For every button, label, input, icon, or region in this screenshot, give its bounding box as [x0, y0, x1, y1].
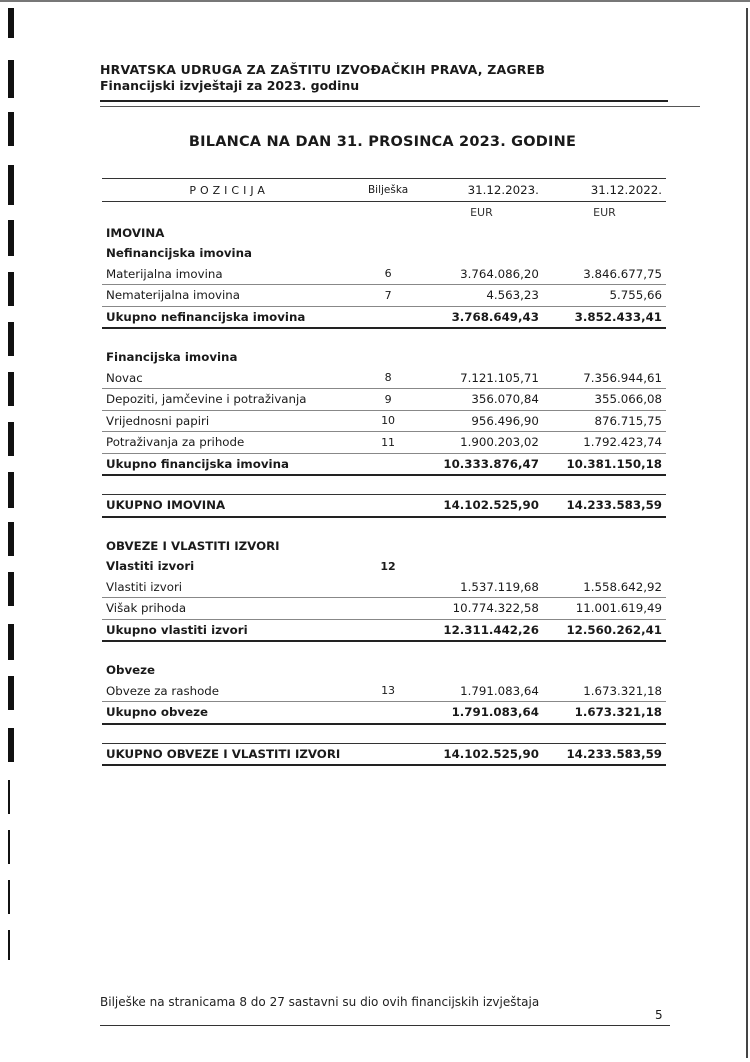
table-row-group: [102, 660, 666, 681]
row-value-2022: [543, 660, 666, 681]
scan-mark: [8, 472, 14, 508]
row-value-2022: 5.755,66: [543, 285, 666, 307]
organization-name: HRVATSKA UDRUGA ZA ZAŠTITU IZVOĐAČKIH PRAVA, ZAGREB: [100, 62, 546, 77]
row-label: Ukupno obveze: [102, 702, 356, 724]
scan-mark: [8, 220, 14, 256]
row-value-2023: 356.070,84: [420, 389, 543, 411]
row-label: Novac: [102, 368, 356, 389]
currency-label-previous: EUR: [593, 205, 616, 219]
table-row-item: [102, 410, 666, 432]
row-value-2022: [543, 475, 666, 495]
currency-row: [102, 202, 666, 223]
spacer-row: [102, 475, 666, 495]
row-label: [102, 328, 356, 347]
spacer-row: [102, 724, 666, 744]
table-row-item: [102, 368, 666, 389]
table-header-row: [102, 179, 666, 202]
row-value-2023: 4.563,23: [420, 285, 543, 307]
row-value-2023: 3.768.649,43: [420, 306, 543, 328]
row-value-2023: 14.102.525,90: [420, 743, 543, 765]
row-value-2022: [543, 536, 666, 557]
row-value-2022: 14.233.583,59: [543, 495, 666, 517]
document-header: [100, 62, 670, 94]
currency-label-current: EUR: [470, 205, 493, 219]
table-row-item: [102, 264, 666, 285]
scan-binding-marks: [8, 0, 22, 1062]
row-label: [102, 517, 356, 536]
row-note: 9: [356, 389, 420, 411]
row-note: 12: [380, 559, 396, 573]
footer-divider: [100, 1025, 670, 1026]
row-note: [356, 243, 420, 264]
row-value-2023: [420, 536, 543, 557]
row-label: Potraživanja za prihode: [102, 432, 356, 454]
row-note: [356, 475, 420, 495]
page-right-edge: [746, 8, 748, 1058]
row-note: [356, 641, 420, 660]
scan-mark: [8, 728, 14, 762]
table-row-total: [102, 702, 666, 724]
row-value-2022: 10.381.150,18: [543, 453, 666, 475]
row-value-2023: 10.333.876,47: [420, 453, 543, 475]
row-note: [356, 577, 420, 598]
spacer-row: [102, 328, 666, 347]
scan-mark: [8, 572, 14, 606]
row-note: [356, 517, 420, 536]
row-value-2023: 12.311.442,26: [420, 619, 543, 641]
page-title: BILANCA NA DAN 31. PROSINCA 2023. GODINE: [188, 134, 577, 150]
row-note: [356, 347, 420, 368]
table-row-item: [102, 389, 666, 411]
row-note: [356, 536, 420, 557]
row-value-2022: 876.715,75: [543, 410, 666, 432]
row-value-2023: [420, 328, 543, 347]
row-label: UKUPNO IMOVINA: [102, 495, 356, 517]
row-value-2022: 12.560.262,41: [543, 619, 666, 641]
row-label: UKUPNO OBVEZE I VLASTITI IZVORI: [102, 743, 356, 765]
scan-mark: [8, 676, 14, 710]
row-note: 11: [356, 432, 420, 454]
row-value-2022: [543, 347, 666, 368]
scan-mark: [8, 422, 14, 456]
row-note: [356, 328, 420, 347]
row-note: [356, 660, 420, 681]
table-row-item: [102, 598, 666, 620]
table-row-grand: [102, 495, 666, 517]
row-value-2022: [543, 517, 666, 536]
header-divider-thin: [100, 106, 700, 107]
table-row-section: [102, 536, 666, 557]
row-value-2022: [543, 223, 666, 244]
row-note: [356, 223, 420, 244]
row-value-2022: 1.673.321,18: [543, 702, 666, 724]
row-value-2022: 7.356.944,61: [543, 368, 666, 389]
scan-mark: [8, 60, 14, 98]
page-number: 5: [655, 1008, 663, 1022]
balance-sheet-table: [102, 178, 666, 766]
row-label: Obveze: [106, 663, 156, 678]
row-value-2023: 956.496,90: [420, 410, 543, 432]
row-value-2023: [420, 347, 543, 368]
row-label: Vlastiti izvori: [106, 559, 195, 574]
column-header-previous: 31.12.2022.: [543, 179, 666, 202]
row-note: 13: [356, 681, 420, 702]
row-note: [356, 743, 420, 765]
row-label: Ukupno financijska imovina: [102, 453, 356, 475]
column-header-note: Bilješka: [356, 179, 420, 202]
report-subtitle: Financijski izvještaji za 2023. godinu: [100, 78, 360, 93]
scan-mark: [8, 780, 10, 814]
row-label: Obveze za rashode: [102, 681, 356, 702]
row-value-2022: 1.792.423,74: [543, 432, 666, 454]
row-value-2023: 1.791.083,64: [420, 681, 543, 702]
table-row-section: [102, 223, 666, 244]
row-value-2022: [543, 724, 666, 744]
row-value-2023: 1.537.119,68: [420, 577, 543, 598]
row-label: [102, 475, 356, 495]
row-value-2023: [420, 556, 543, 577]
row-value-2022: [543, 243, 666, 264]
row-note: [356, 453, 420, 475]
table-row-total: [102, 619, 666, 641]
row-value-2023: [420, 475, 543, 495]
row-value-2023: [420, 243, 543, 264]
scan-mark: [8, 930, 10, 960]
row-label: Vrijednosni papiri: [102, 410, 356, 432]
scan-mark: [8, 880, 10, 914]
table-row-group: [102, 556, 666, 577]
row-value-2023: [420, 641, 543, 660]
row-value-2022: 355.066,08: [543, 389, 666, 411]
row-note: 10: [356, 410, 420, 432]
row-label: [102, 724, 356, 744]
row-value-2023: [420, 223, 543, 244]
table-row-item: [102, 681, 666, 702]
column-header-current: 31.12.2023.: [420, 179, 543, 202]
header-divider: [100, 100, 668, 102]
row-value-2022: [543, 641, 666, 660]
row-value-2023: [420, 724, 543, 744]
row-label: [102, 641, 356, 660]
scan-mark: [8, 322, 14, 356]
scan-mark: [8, 372, 14, 406]
row-note: 8: [356, 368, 420, 389]
scan-mark: [8, 830, 10, 864]
footer-note: Bilješke na stranicama 8 do 27 sastavni su dio ovih financijskih izvještaja: [100, 995, 540, 1009]
row-label: Ukupno vlastiti izvori: [102, 619, 356, 641]
row-label: Materijalna imovina: [102, 264, 356, 285]
row-value-2022: [543, 556, 666, 577]
column-header-position: POZICIJA: [102, 179, 356, 202]
row-note: [356, 619, 420, 641]
spacer-row: [102, 517, 666, 536]
spacer-row: [102, 641, 666, 660]
row-value-2023: [420, 517, 543, 536]
scan-mark: [8, 165, 14, 205]
row-note: 7: [356, 285, 420, 307]
row-label: Ukupno nefinancijska imovina: [102, 306, 356, 328]
scan-mark: [8, 112, 14, 146]
row-label: OBVEZE I VLASTITI IZVORI: [106, 538, 280, 553]
row-value-2022: 14.233.583,59: [543, 743, 666, 765]
table-row-grand: [102, 743, 666, 765]
row-value-2022: 1.673.321,18: [543, 681, 666, 702]
row-note: [356, 724, 420, 744]
table-row-total: [102, 306, 666, 328]
row-value-2023: 7.121.105,71: [420, 368, 543, 389]
row-label: Višak prihoda: [102, 598, 356, 620]
scan-mark: [8, 272, 14, 306]
scan-mark: [8, 522, 14, 556]
row-value-2023: 14.102.525,90: [420, 495, 543, 517]
row-value-2022: 3.846.677,75: [543, 264, 666, 285]
page-top-edge: [0, 0, 750, 2]
row-label: Nefinancijska imovina: [106, 246, 252, 261]
row-value-2023: 10.774.322,58: [420, 598, 543, 620]
table-row-item: [102, 432, 666, 454]
row-note: [356, 495, 420, 517]
row-value-2023: 3.764.086,20: [420, 264, 543, 285]
table-row-item: [102, 577, 666, 598]
table-row-item: [102, 285, 666, 307]
row-value-2022: [543, 328, 666, 347]
row-note: [356, 306, 420, 328]
row-label: IMOVINA: [106, 225, 165, 240]
table-row-group: [102, 347, 666, 368]
row-label: Nematerijalna imovina: [102, 285, 356, 307]
row-value-2022: 3.852.433,41: [543, 306, 666, 328]
row-label: Financijska imovina: [106, 350, 238, 365]
scan-mark: [8, 8, 14, 38]
row-note: [356, 598, 420, 620]
row-label: Vlastiti izvori: [102, 577, 356, 598]
table-row-group: [102, 243, 666, 264]
scan-mark: [8, 624, 14, 660]
row-value-2022: 11.001.619,49: [543, 598, 666, 620]
table-row-total: [102, 453, 666, 475]
row-value-2023: [420, 660, 543, 681]
row-note: [356, 702, 420, 724]
row-value-2023: 1.900.203,02: [420, 432, 543, 454]
row-value-2022: 1.558.642,92: [543, 577, 666, 598]
row-note: 6: [356, 264, 420, 285]
row-label: Depoziti, jamčevine i potraživanja: [102, 389, 356, 411]
row-value-2023: 1.791.083,64: [420, 702, 543, 724]
